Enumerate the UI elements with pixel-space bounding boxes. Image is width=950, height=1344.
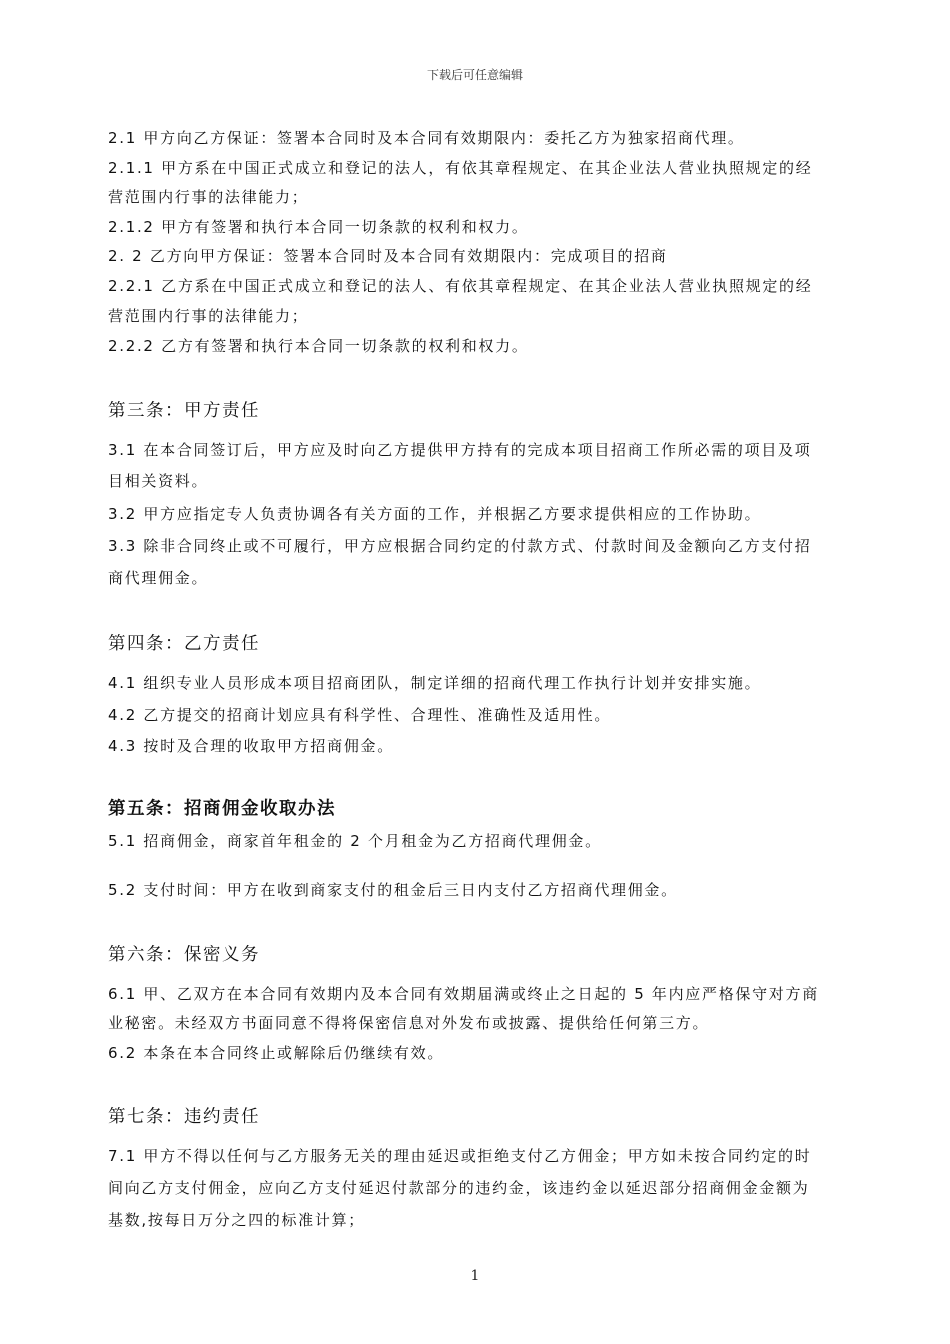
clause-7-1: 7.1 甲方不得以任何与乙方服务无关的理由延迟或拒绝支付乙方佣金；甲方如未按合同约定的时 <box>108 1147 812 1165</box>
clause-5-1: 5.1 招商佣金，商家首年租金的 2 个月租金为乙方招商代理佣金。 <box>108 832 602 850</box>
clause-2-1-1-cont: 营范围内行事的法律能力； <box>108 188 309 206</box>
clause-3-1: 3.1 在本合同签订后，甲方应及时向乙方提供甲方持有的完成本项目招商工作所必需的项目及项 <box>108 441 812 459</box>
clause-6-1-cont: 业秘密。未经双方书面同意不得将保密信息对外发布或披露、提供给任何第三方。 <box>108 1014 710 1032</box>
clause-6-1: 6.1 甲、乙双方在本合同有效期内及本合同有效期届满或终止之日起的 5 年内应严格保守对方商 <box>108 985 819 1003</box>
clause-6-2: 6.2 本条在本合同终止或解除后仍继续有效。 <box>108 1044 445 1062</box>
clause-7-1-cont2: 基数,按每日万分之四的标准计算； <box>108 1211 365 1229</box>
clause-2-2-2: 2.2.2 乙方有签署和执行本合同一切条款的权利和权力。 <box>108 337 529 355</box>
clause-7-1-cont: 间向乙方支付佣金，应向乙方支付延迟付款部分的违约金，该违约金以延迟部分招商佣金金额为 <box>108 1179 810 1197</box>
clause-4-3: 4.3 按时及合理的收取甲方招商佣金。 <box>108 737 394 755</box>
section-4-title: 第四条：乙方责任 <box>108 634 260 654</box>
section-5-title: 第五条：招商佣金收取办法 <box>108 799 336 819</box>
clause-2-2-1: 2.2.1 乙方系在中国正式成立和登记的法人、有依其章程规定、在其企业法人营业执照规定的经 <box>108 277 813 295</box>
page-header-note: 下载后可任意编辑 <box>426 68 523 82</box>
clause-4-2: 4.2 乙方提交的招商计划应具有科学性、合理性、准确性及适用性。 <box>108 706 612 724</box>
section-7-title: 第七条：违约责任 <box>108 1107 260 1127</box>
clause-4-1: 4.1 组织专业人员形成本项目招商团队，制定详细的招商代理工作执行计划并安排实施。 <box>108 674 762 692</box>
clause-2-1-2: 2.1.2 甲方有签署和执行本合同一切条款的权利和权力。 <box>108 218 529 236</box>
clause-5-2: 5.2 支付时间：甲方在收到商家支付的租金后三日内支付乙方招商代理佣金。 <box>108 881 678 899</box>
clause-3-1-cont: 目相关资料。 <box>108 472 209 490</box>
clause-2-2-1-cont: 营范围内行事的法律能力； <box>108 307 309 325</box>
clause-2-1: 2.1 甲方向乙方保证：签署本合同时及本合同有效期限内：委托乙方为独家招商代理。 <box>108 129 745 147</box>
section-3-title: 第三条：甲方责任 <box>108 401 260 421</box>
page-number: 1 <box>470 1268 480 1284</box>
clause-3-3: 3.3 除非合同终止或不可履行，甲方应根据合同约定的付款方式、付款时间及金额向乙方支付招 <box>108 537 812 555</box>
clause-3-3-cont: 商代理佣金。 <box>108 569 209 587</box>
clause-3-2: 3.2 甲方应指定专人负责协调各有关方面的工作，并根据乙方要求提供相应的工作协助。 <box>108 505 762 523</box>
section-6-title: 第六条：保密义务 <box>108 945 260 965</box>
clause-2-1-1: 2.1.1 甲方系在中国正式成立和登记的法人，有依其章程规定、在其企业法人营业执照规定的经 <box>108 159 813 177</box>
clause-2-2: 2. 2 乙方向甲方保证：签署本合同时及本合同有效期限内：完成项目的招商 <box>108 247 668 265</box>
